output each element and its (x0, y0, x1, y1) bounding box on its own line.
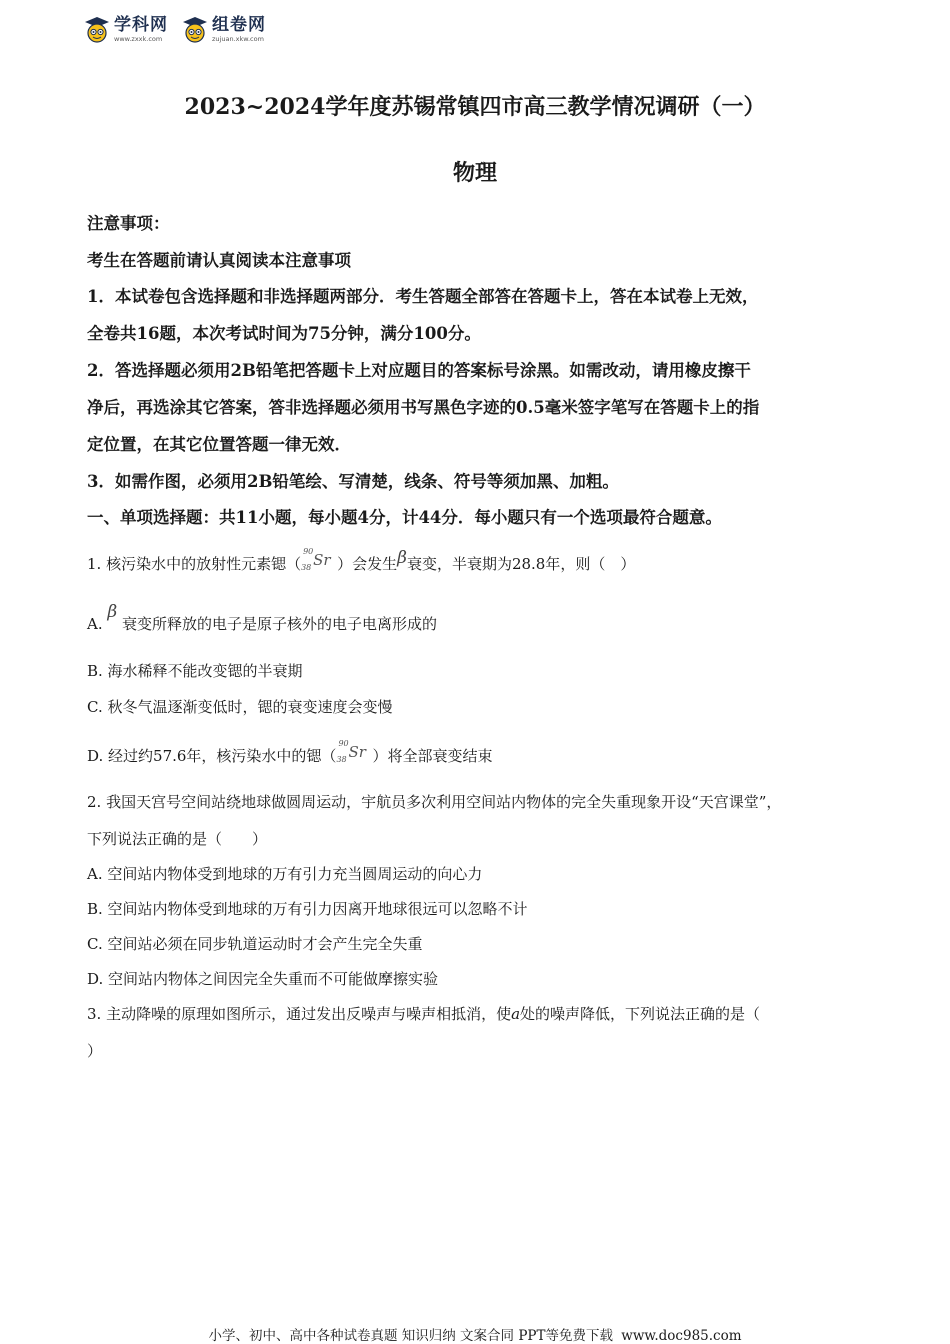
beta-symbol: β (397, 548, 407, 568)
q1-option-d (87, 739, 493, 767)
q2-stem-b: 下列说法正确的是（ ） (87, 830, 268, 848)
q3-stem-a2: 处的噪声降低，下列说法正确的是（ (520, 1005, 761, 1023)
section-heading: 一、单项选择题：共11小题，每小题4分，计44分．每小题只有一个选项最符合题意。 (87, 508, 722, 527)
q2-option-a: A. 空间站内物体受到地球的万有引力充当圆周运动的向心力 (87, 865, 483, 883)
nuclide-mass: 90 (338, 739, 349, 748)
nuclide-symbol: Sr (313, 551, 331, 569)
exam-title: 2023~2024学年度苏锡常镇四市高三教学情况调研（一） (184, 94, 766, 120)
footer-text: 小学、初中、高中各种试卷真题 知识归纳 文案合同 PPT等免费下载 (208, 1328, 613, 1344)
beta-symbol: β (107, 602, 118, 622)
q1-option-a-text: 衰变所释放的电子是原子核外的电子电离形成的 (122, 615, 438, 633)
notice-line-1a: 1．本试卷包含选择题和非选择题两部分．考生答题全部答在答题卡上，答在本试卷上无效， (87, 287, 759, 306)
footer-link[interactable]: www.doc985.com (621, 1328, 742, 1344)
header-logos (84, 16, 266, 44)
q1-option-d-a: D. 经过约57.6年，核污染水中的锶（ (87, 747, 337, 765)
q1-stem-a: 1. 核污染水中的放射性元素锶（ (87, 555, 302, 573)
page-footer (0, 1324, 950, 1344)
q1-option-c: C. 秋冬气温逐渐变低时，锶的衰变速度会变慢 (87, 698, 393, 716)
notice-line-3: 3．如需作图，必须用2B铅笔绘、写清楚，线条、符号等须加黑、加粗。 (87, 472, 619, 491)
logo-xuekewang[interactable] (84, 16, 168, 44)
logo1-name: 学科网 (114, 15, 168, 36)
exam-subject: 物理 (452, 160, 497, 186)
q1-option-a (87, 602, 438, 634)
q1-option-b: B. 海水稀释不能改变锶的半衰期 (87, 662, 303, 680)
logo1-url: www.zxxk.com (114, 35, 163, 44)
nuclide-sr90 (301, 547, 337, 575)
notice-line-0: 考生在答题前请认真阅读本注意事项 (87, 251, 351, 270)
q1-stem (87, 547, 636, 575)
graduate-mascot-icon (84, 16, 110, 44)
q2-option-d: D. 空间站内物体之间因完全失重而不可能做摩擦实验 (87, 970, 439, 988)
q1-option-d-b: ）将全部衰变结束 (372, 747, 493, 765)
q2-option-b: B. 空间站内物体受到地球的万有引力因离开地球很远可以忽略不计 (87, 900, 528, 918)
notice-line-2b: 净后，再选涂其它答案，答非选择题必须用书写黑色字迹的0.5毫米签字笔写在答题卡上的指 (87, 398, 760, 417)
logo-zujuanwang[interactable] (182, 16, 266, 44)
q3-stem-b: ） (87, 1042, 103, 1060)
notice-line-1b: 全卷共16题，本次考试时间为75分钟，满分100分。 (87, 324, 481, 343)
nuclide-mass: 90 (303, 547, 314, 556)
q2-option-c: C. 空间站必须在同步轨道运动时才会产生完全失重 (87, 935, 423, 953)
q1-stem-b: ）会发生 (337, 555, 398, 573)
nuclide-symbol: Sr (348, 743, 366, 761)
logo2-url: zujuan.xkw.com (212, 35, 264, 44)
graduate-mascot-icon (182, 16, 208, 44)
q3-stem-a1: 3. 主动降噪的原理如图所示，通过发出反噪声与噪声相抵消，使 (87, 1005, 512, 1023)
q3-variable-a: a (511, 1005, 521, 1023)
q1-stem-c: 衰变，半衰期为28.8年，则（ ） (406, 555, 636, 573)
nuclide-atomic: 38 (336, 755, 347, 764)
notice-line-2a: 2．答选择题必须用2B铅笔把答题卡上对应题目的答案标号涂黑。如需改动，请用橡皮擦干 (87, 361, 751, 380)
q2-stem-a: 2. 我国天宫号空间站绕地球做圆周运动，宇航员多次利用空间站内物体的完全失重现象开设“天宫课堂”， (87, 793, 782, 811)
nuclide-atomic: 38 (301, 563, 312, 572)
q1-option-a-prefix: A. (87, 615, 103, 633)
notice-line-2c: 定位置，在其它位置答题一律无效． (87, 435, 351, 454)
q3-stem-a (87, 1003, 760, 1024)
notice-heading: 注意事项： (87, 214, 170, 233)
logo2-name: 组卷网 (212, 15, 266, 36)
nuclide-sr90 (336, 739, 372, 767)
